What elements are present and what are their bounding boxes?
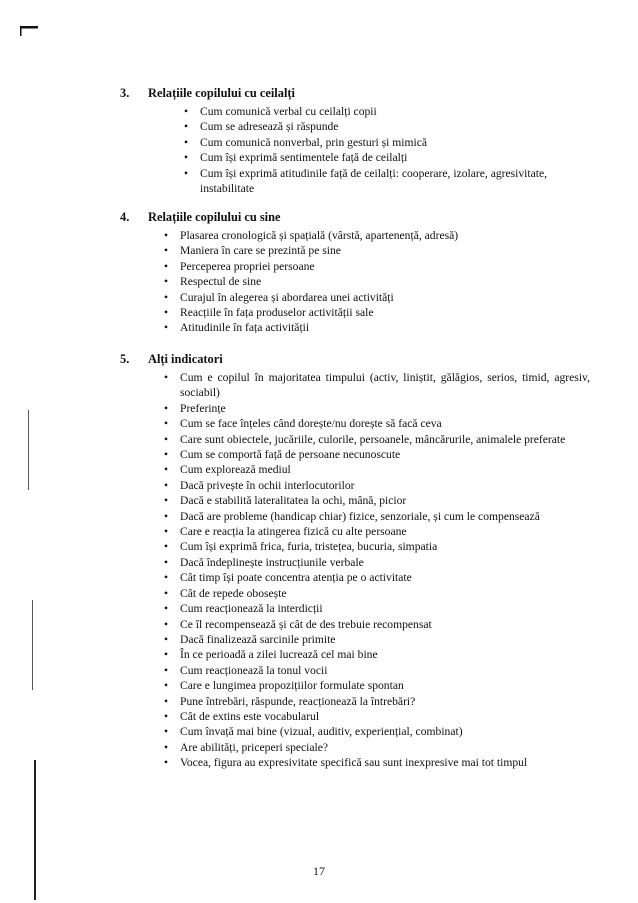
list-item	[120, 509, 590, 524]
list-item-text: Dacă privește în ochii interlocutorilor	[180, 478, 355, 492]
bullet-icon: •	[163, 401, 169, 415]
list-item-text: Curajul în alegerea și abordarea unei activități	[180, 290, 394, 304]
list-item	[120, 709, 590, 724]
list-item	[120, 539, 590, 554]
scan-line	[32, 600, 33, 690]
bullet-icon: •	[183, 135, 189, 149]
section-heading	[120, 210, 590, 226]
section-3	[120, 86, 590, 196]
bullet-icon: •	[163, 494, 169, 508]
section-number: 5.	[120, 352, 130, 366]
list-item	[120, 228, 590, 243]
list-item-text: Care e lungimea propozițiilor formulate spontan	[180, 679, 404, 693]
list-item-text: Perceperea propriei persoane	[180, 259, 315, 273]
list-item-text: Are abilități, priceperi speciale?	[180, 740, 329, 754]
list-item	[120, 135, 590, 150]
list-item-text: Ce îl recompensează și cât de des trebuie recompensat	[180, 617, 432, 631]
bullet-icon: •	[163, 371, 169, 384]
list-item	[120, 493, 590, 508]
list-item	[120, 755, 590, 770]
section-number: 3.	[120, 86, 130, 100]
list-item-text: Cum învață mai bine (vizual, auditiv, experiențial, combinat)	[180, 725, 463, 739]
bullet-icon: •	[163, 290, 169, 304]
bullet-list	[120, 104, 590, 196]
list-item-text: Cum se face înțeles când dorește/nu dorește să facă ceva	[180, 417, 442, 431]
list-item-text: Dacă e stabilită lateralitatea la ochi, mână, picior	[180, 494, 407, 508]
bullet-icon: •	[163, 694, 169, 708]
list-item-text: Cât timp își poate concentra atenția pe o activitate	[180, 571, 412, 585]
list-item-text: Reacțiile în fața produselor activității sale	[180, 306, 374, 320]
list-item-text: Cât de repede obosește	[180, 586, 287, 600]
bullet-icon: •	[163, 586, 169, 600]
list-item-text: Cum reacționează la tonul vocii	[180, 663, 328, 677]
list-item	[120, 119, 590, 134]
corner-mark-icon	[20, 26, 38, 36]
bullet-icon: •	[163, 632, 169, 646]
scan-line	[34, 760, 36, 900]
list-item	[120, 647, 590, 662]
list-item	[120, 740, 590, 755]
list-item	[120, 274, 590, 289]
list-item	[120, 150, 590, 165]
bullet-icon: •	[163, 725, 169, 739]
section-title: Relațiile copilului cu sine	[148, 210, 281, 224]
list-item-text: Respectul de sine	[180, 275, 262, 289]
bullet-icon: •	[163, 229, 169, 242]
bullet-icon: •	[163, 617, 169, 631]
list-item-text: Preferințe	[180, 401, 226, 415]
list-item	[120, 462, 590, 477]
list-item	[120, 104, 590, 119]
bullet-icon: •	[163, 602, 169, 616]
section-heading	[120, 86, 590, 102]
bullet-icon: •	[163, 740, 169, 754]
list-item-text: Dacă are probleme (handicap chiar) fizice, senzoriale, și cum le compensează	[180, 509, 540, 523]
bullet-icon: •	[163, 244, 169, 258]
list-item	[120, 570, 590, 585]
bullet-icon: •	[183, 105, 189, 118]
list-item	[120, 416, 590, 431]
section-number: 4.	[120, 210, 130, 224]
section-4	[120, 210, 590, 336]
bullet-icon: •	[163, 306, 169, 320]
bullet-icon: •	[183, 166, 189, 180]
list-item	[120, 478, 590, 493]
list-item-text: Cât de extins este vocabularul	[180, 709, 320, 723]
list-item-text: Maniera în care se prezintă pe sine	[180, 244, 341, 258]
list-item	[120, 243, 590, 258]
bullet-icon: •	[163, 259, 169, 273]
list-item	[120, 524, 590, 539]
bullet-icon: •	[163, 709, 169, 723]
bullet-icon: •	[163, 540, 169, 554]
list-item-text: Cum se adresează și răspunde	[200, 120, 339, 134]
bullet-icon: •	[183, 120, 189, 134]
bullet-icon: •	[163, 679, 169, 693]
list-item	[120, 401, 590, 416]
list-item	[120, 555, 590, 570]
list-item-text: Cum explorează mediul	[180, 463, 291, 477]
list-item	[120, 320, 590, 335]
list-item-text: Cum se comportă față de persoane necunoscute	[180, 448, 401, 462]
bullet-icon: •	[163, 509, 169, 523]
bullet-list	[120, 370, 590, 771]
list-item-text: Cum e copilul în majoritatea timpului (activ, liniștit, gălăgios, serios, timid, agresiv, sociabil)	[180, 371, 590, 400]
bullet-icon: •	[163, 478, 169, 492]
bullet-icon: •	[163, 663, 169, 677]
list-item	[120, 724, 590, 739]
list-item-text: Vocea, figura au expresivitate specifică sau sunt inexpresive mai tot timpul	[180, 756, 528, 770]
list-item	[120, 166, 590, 197]
list-item	[120, 586, 590, 601]
list-item-text: Cum își exprimă atitudinile față de ceilalți: cooperare, izolare, agresivitate, instabilitate	[200, 166, 548, 196]
bullet-icon: •	[163, 275, 169, 289]
list-item-text: Atitudinile în fața activității	[180, 321, 310, 335]
list-item	[120, 694, 590, 709]
bullet-icon: •	[163, 571, 169, 585]
list-item	[120, 432, 590, 447]
list-item	[120, 632, 590, 647]
list-item-text: În ce perioadă a zilei lucrează cel mai bine	[180, 648, 378, 662]
list-item	[120, 370, 590, 401]
scan-line	[28, 410, 29, 490]
list-item	[120, 447, 590, 462]
list-item-text: Cum reacționează la interdicții	[180, 602, 323, 616]
list-item-text: Plasarea cronologică și spațială (vârstă, apartenență, adresă)	[180, 229, 459, 242]
list-item	[120, 663, 590, 678]
list-item	[120, 601, 590, 616]
bullet-icon: •	[163, 525, 169, 539]
bullet-icon: •	[163, 756, 169, 770]
bullet-icon: •	[163, 448, 169, 462]
list-item	[120, 678, 590, 693]
bullet-icon: •	[163, 432, 169, 446]
list-item-text: Cum își exprimă frica, furia, tristețea, bucuria, simpatia	[180, 540, 438, 554]
list-item-text: Cum își exprimă sentimentele față de ceilalți	[200, 151, 408, 165]
section-title: Alți indicatori	[148, 352, 223, 366]
bullet-icon: •	[163, 417, 169, 431]
list-item-text: Dacă finalizează sarcinile primite	[180, 632, 336, 646]
bullet-icon: •	[163, 463, 169, 477]
list-item-text: Pune întrebări, răspunde, reacționează la întrebări?	[180, 694, 416, 708]
section-title: Relațiile copilului cu ceilalți	[148, 86, 295, 100]
bullet-icon: •	[183, 151, 189, 165]
list-item-text: Dacă îndeplinește instrucțiunile verbale	[180, 555, 364, 569]
list-item	[120, 617, 590, 632]
bullet-list	[120, 228, 590, 336]
list-item-text: Cum comunică verbal cu ceilalți copii	[200, 105, 377, 118]
bullet-icon: •	[163, 321, 169, 335]
bullet-icon: •	[163, 555, 169, 569]
list-item-text: Care e reacția la atingerea fizică cu alte persoane	[180, 525, 407, 539]
section-heading	[120, 352, 590, 368]
list-item	[120, 259, 590, 274]
section-5	[120, 352, 590, 771]
list-item-text: Care sunt obiectele, jucăriile, culorile, persoanele, mâncărurile, animalele preferate	[180, 432, 566, 446]
bullet-icon: •	[163, 648, 169, 662]
list-item	[120, 290, 590, 305]
list-item	[120, 305, 590, 320]
list-item-text: Cum comunică nonverbal, prin gesturi și mimică	[200, 135, 427, 149]
page-number: 17	[313, 864, 325, 878]
